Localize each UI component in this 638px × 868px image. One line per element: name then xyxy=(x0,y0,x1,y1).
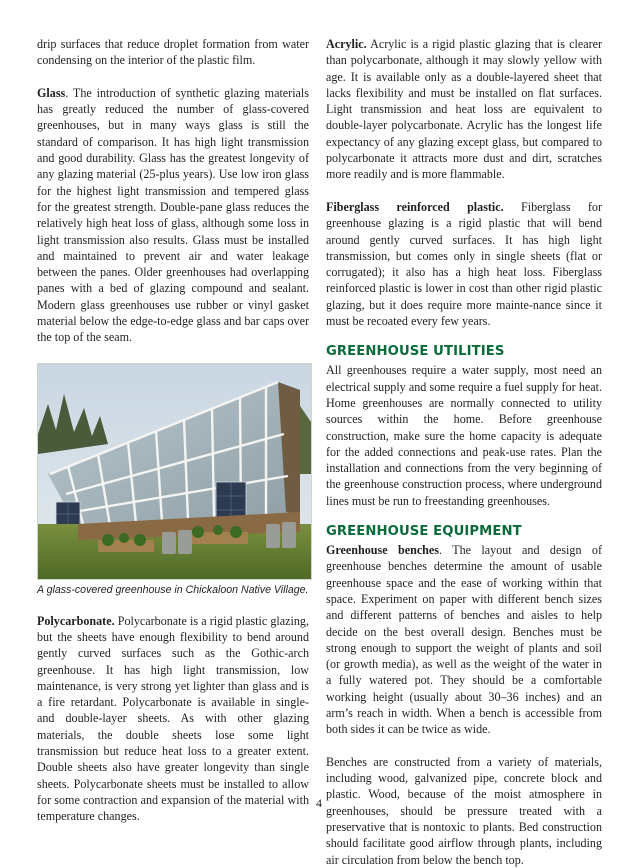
fiberglass-label: Fiberglass reinforced plastic. xyxy=(326,199,504,214)
paragraph-bench-materials: Benches are constructed from a variety of materials, including wood, galvanized pipe, concrete block and plastic. Wood, because of the moist atmosphere in greenhouses, should be pressure treated with a preservative that is nontoxic to plants. Bed construction should facilitate good airflow through plants, including air circulation from below the bench top. xyxy=(326,754,602,867)
paragraph-utilities: All greenhouses require a water supply, most need an electrical supply and some require a fuel supply for heat. Home greenhouses are normally connected to utility sources within the home. Before greenhouse construction, make sure the home capacity is adequate for the added connections and peak-use rates. Plan the installation and connections from the very beginning of the greenhouse construction process, where underground lines must be run to freestanding greenhouses. xyxy=(326,363,602,508)
fiberglass-text: Fiberglass for greenhouse glazing is a rigid plastic that will bend around gently curved surfaces. It has high light transmission, but comes only in single sheets (flat or corrugated); it also has a high heat loss. Fiberglass reinforced plastic is lower in cost than other rigid plastic glazing, but it does require more mainte-nance since it must be recoated every few years. xyxy=(326,199,602,329)
polycarbonate-text: Polycarbonate is a rigid plastic glazing, but the sheets have enough flexibility to bend around gently curved surfaces such as the Gothic-arch greenhouse. It has high light transmission, low maintenance, is very strong yet lighter than glass and is a fire retardant. Polycarbonate is available in single- and double-layer sheets. As with other glazing materials, the double sheets lose some light transmission but reduce heat loss to a greater extent. Double sheets also have greater longevity than single sheets. Polycarbonate sheets must be installed to allow for some contraction and expansion of the material with temperature changes. xyxy=(37,613,309,824)
page-number: 4 xyxy=(316,796,322,810)
left-column xyxy=(37,36,309,825)
benches-label: Greenhouse benches xyxy=(326,543,439,558)
greenhouse-photo xyxy=(37,363,312,580)
paragraph-fiberglass xyxy=(326,199,602,329)
heading-greenhouse-utilities: GREENHOUSE UTILITIES xyxy=(326,344,505,360)
paragraph-benches xyxy=(326,542,602,738)
photo-caption: A glass-covered greenhouse in Chickaloon Native Village. xyxy=(37,583,309,596)
paragraph-polycarbonate xyxy=(37,613,309,825)
polycarbonate-label: Polycarbonate. xyxy=(37,613,115,628)
heading-greenhouse-equipment: GREENHOUSE EQUIPMENT xyxy=(326,524,522,540)
glass-text: . The introduction of synthetic glazing materials has greatly reduced the number of glass-covered greenhouses, but in many ways glass is still the standard of comparison. It has high light transmission and good durability. Glass has the greatest longevity of any glazing material (25-plus years). Use low iron glass for the highest light transmission and tempered glass for the greatest strength. Double-pane glass reduces the relatively high heat loss of glass, although some loss in light transmission also results. Glass must be installed and maintained to prevent air and water leakage between the panes. Older greenhouses had overlapping panes with a bed of glazing compound and sealant. Modern glass greenhouses use rubber or vinyl gasket material below the edge-to-edge glass and bar caps over the top of the seam. xyxy=(37,85,309,345)
glass-label: Glass xyxy=(37,85,66,100)
acrylic-label: Acrylic. xyxy=(326,37,367,51)
paragraph-glass xyxy=(37,85,309,346)
right-column xyxy=(326,36,602,868)
paragraph-acrylic xyxy=(326,36,602,183)
acrylic-text: Acrylic is a rigid plastic glazing that is clearer than polycarbonate, although it may slowly yellow with age. It is available only as a double-layered sheet that lacks flexibility and must be installed on flat surfaces. Light transmission and heat loss are equivalent to double-layer polycarbonate. Acrylic has the longest life expectancy of any glazing except glass, but compared to polycarbonate it attracts more dust and dirt, scratches more readily and is more flammable. xyxy=(326,37,602,182)
paragraph-plastic-continued: drip surfaces that reduce droplet formation from water condensing on the interior of the plastic film. xyxy=(37,37,309,68)
benches-text: . The layout and design of greenhouse benches determine the amount of usable greenhouse space and the ease of working within that space. Experiment on paper with different bench sizes and different patterns of benches and aisles to help decide on the best overall design. Benches must be strong enough to support the weight of plants and soil (or growth media), as well as the weight of the water in a fully watered pot. They should be a comfortable working height (usually about 30–36 inches) and an arm’s reach in width. When a bench is accessible from both sides it can be twice as wide. xyxy=(326,543,602,737)
